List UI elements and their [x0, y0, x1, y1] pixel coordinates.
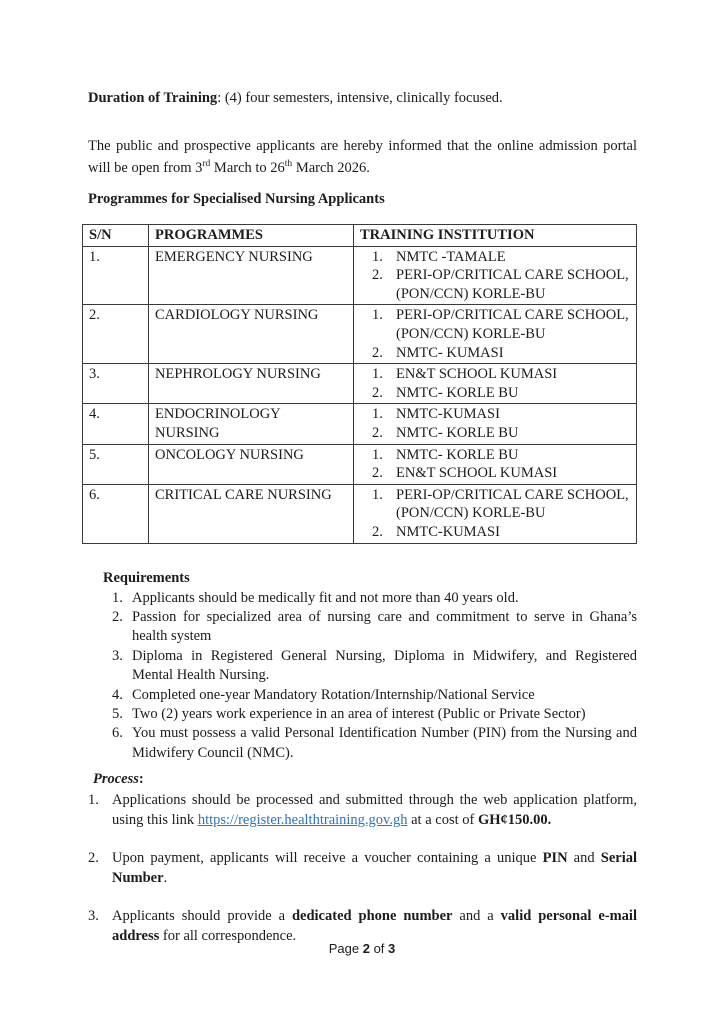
serial-number-cell: 1.: [83, 246, 149, 305]
institution-line: [372, 424, 630, 443]
footer-page-word: Page: [328, 941, 360, 956]
duration-of-training-line: [88, 88, 637, 109]
institution-name: NMTC- KORLE BU: [396, 446, 519, 463]
process-text: [112, 790, 637, 830]
requirement-text: Two (2) years work experience in an area of interest (Public or Private Sector): [132, 705, 586, 722]
table-row: [83, 364, 637, 404]
table-header-row: [83, 225, 637, 247]
institution-cell: [354, 484, 637, 543]
institution-number: 2.: [372, 384, 383, 401]
page-number-footer: [0, 941, 724, 956]
requirement-text: Completed one-year Mandatory Rotation/Internship/National Service: [132, 686, 535, 703]
ordinal-superscript: rd: [202, 159, 211, 170]
header-training-institution: TRAINING INSTITUTION: [354, 225, 637, 247]
footer-current-page: 2: [362, 941, 370, 956]
portal-text: The public and prospective applicants are hereby informed that the online admission portal will be open from 3: [88, 138, 637, 176]
process-heading: [93, 769, 637, 790]
process-item: [88, 790, 637, 830]
process-number: 3.: [88, 908, 99, 925]
institution-number: 2.: [372, 424, 383, 441]
process-text: [112, 848, 637, 888]
serial-number-cell: 4.: [83, 404, 149, 444]
institution-name: PERI-OP/CRITICAL CARE SCHOOL, (PON/CCN) KORLE-BU: [396, 486, 629, 522]
footer-total-pages: 3: [388, 941, 396, 956]
registration-link[interactable]: https://register.healthtraining.gov.gh: [197, 812, 408, 829]
process-plain-text: Applications should be processed and submitted through the web application platform, using this link: [112, 792, 637, 829]
requirements-heading: Requirements: [103, 569, 190, 586]
process-list: [88, 790, 637, 946]
table-row: [83, 404, 637, 444]
institution-name: NMTC-KUMASI: [396, 523, 500, 540]
institution-name: EN&T SCHOOL KUMASI: [396, 366, 558, 383]
institution-number: 2.: [372, 267, 383, 284]
institution-line: [372, 523, 630, 542]
process-number: 1.: [88, 792, 99, 809]
institution-name: NMTC -TAMALE: [396, 248, 506, 265]
requirement-number: 4.: [112, 686, 123, 703]
serial-number-cell: 3.: [83, 364, 149, 404]
serial-number-cell: 2.: [83, 305, 149, 364]
programme-cell: NEPHROLOGY NURSING: [149, 364, 354, 404]
institution-name: NMTC- KORLE BU: [396, 424, 519, 441]
requirement-item: [112, 705, 637, 724]
process-plain-text: for all correspondence.: [159, 928, 297, 945]
table-row: [83, 484, 637, 543]
institution-line: [372, 344, 630, 363]
requirement-item: [112, 724, 637, 763]
institution-line: [372, 405, 630, 424]
portal-text: March to 26: [210, 160, 285, 176]
institution-cell: [354, 404, 637, 444]
institution-line: [372, 486, 630, 523]
requirement-text: Passion for specialized area of nursing care and commitment to serve in Ghana’s health system: [132, 608, 637, 645]
requirement-text: Applicants should be medically fit and not more than 40 years old.: [132, 589, 519, 606]
programme-cell: CRITICAL CARE NURSING: [149, 484, 354, 543]
process-bold-text: dedicated phone number: [291, 908, 453, 925]
process-plain-text: at a cost of: [407, 812, 478, 829]
requirements-list: [88, 589, 637, 764]
ordinal-superscript: th: [284, 159, 293, 170]
table-row: [83, 305, 637, 364]
institution-number: 1.: [372, 406, 383, 423]
institution-name: PERI-OP/CRITICAL CARE SCHOOL, (PON/CCN) KORLE-BU: [396, 307, 629, 342]
institution-number: 2.: [372, 465, 383, 482]
requirement-number: 5.: [112, 705, 123, 722]
process-item: [88, 848, 637, 888]
institution-cell: [354, 246, 637, 305]
process-plain-text: Applicants should provide a: [112, 908, 292, 925]
programme-cell: ONCOLOGY NURSING: [149, 444, 354, 484]
institution-number: 1.: [372, 366, 383, 383]
process-bold-text: valid personal e-mail address: [112, 908, 637, 945]
requirement-item: [112, 589, 637, 608]
process-bold-text: PIN: [542, 850, 568, 867]
admission-portal-paragraph: [88, 135, 637, 179]
process-plain-text: Upon payment, applicants will receive a voucher containing a unique: [112, 850, 543, 867]
duration-label: Duration of Training: [88, 90, 218, 106]
requirement-text: Diploma in Registered General Nursing, Diploma in Midwifery, and Registered Mental Health Nursing.: [132, 647, 637, 684]
process-heading-word: Process: [93, 771, 139, 788]
institution-number: 1.: [372, 446, 383, 463]
institution-name: EN&T SCHOOL KUMASI: [396, 465, 558, 482]
footer-of-word: of: [373, 941, 385, 956]
institution-cell: [354, 305, 637, 364]
portal-text: March 2026.: [292, 160, 370, 176]
institution-number: 2.: [372, 344, 383, 361]
programme-cell: ENDOCRINOLOGY NURSING: [149, 404, 354, 444]
institution-name: NMTC-KUMASI: [396, 406, 500, 423]
institution-line: [372, 446, 630, 465]
duration-text: : (4) four semesters, intensive, clinically focused.: [217, 90, 503, 106]
institution-line: [372, 464, 630, 483]
requirement-number: 1.: [112, 589, 123, 606]
institution-name: NMTC- KUMASI: [396, 344, 504, 361]
institution-name: NMTC- KORLE BU: [396, 384, 519, 401]
process-number: 2.: [88, 850, 99, 867]
institution-number: 1.: [372, 248, 383, 265]
requirement-item: [112, 686, 637, 705]
institution-cell: [354, 364, 637, 404]
process-heading-colon: :: [138, 771, 144, 788]
institution-line: [372, 248, 630, 267]
institution-line: [372, 306, 630, 343]
programme-cell: EMERGENCY NURSING: [149, 246, 354, 305]
process-bold-text: GH¢150.00.: [477, 812, 552, 829]
requirement-text: You must possess a valid Personal Identification Number (PIN) from the Nursing and Midwifery Council (NMC).: [132, 725, 637, 761]
header-programmes: PROGRAMMES: [149, 225, 354, 247]
header-sn: S/N: [83, 225, 149, 247]
requirement-number: 2.: [112, 608, 123, 625]
institution-line: [372, 266, 630, 303]
process-plain-text: .: [163, 870, 168, 887]
institution-line: [372, 365, 630, 384]
requirement-number: 6.: [112, 725, 123, 742]
serial-number-cell: 6.: [83, 484, 149, 543]
process-plain-text: and a: [452, 908, 501, 925]
institution-cell: [354, 444, 637, 484]
process-plain-text: and: [567, 850, 601, 867]
programmes-section-heading: Programmes for Specialised Nursing Applicants: [88, 191, 385, 207]
institution-number: 1.: [372, 307, 383, 324]
table-row: [83, 444, 637, 484]
programme-cell: CARDIOLOGY NURSING: [149, 305, 354, 364]
serial-number-cell: 5.: [83, 444, 149, 484]
requirement-item: [112, 647, 637, 686]
institution-name: PERI-OP/CRITICAL CARE SCHOOL, (PON/CCN) KORLE-BU: [396, 267, 629, 302]
institution-number: 1.: [372, 486, 383, 503]
requirement-number: 3.: [112, 647, 123, 664]
requirement-item: [112, 608, 637, 647]
institution-number: 2.: [372, 523, 383, 540]
table-row: [83, 246, 637, 305]
programmes-table: [82, 224, 637, 544]
process-bold-text: Serial Number: [112, 850, 638, 887]
institution-line: [372, 384, 630, 403]
